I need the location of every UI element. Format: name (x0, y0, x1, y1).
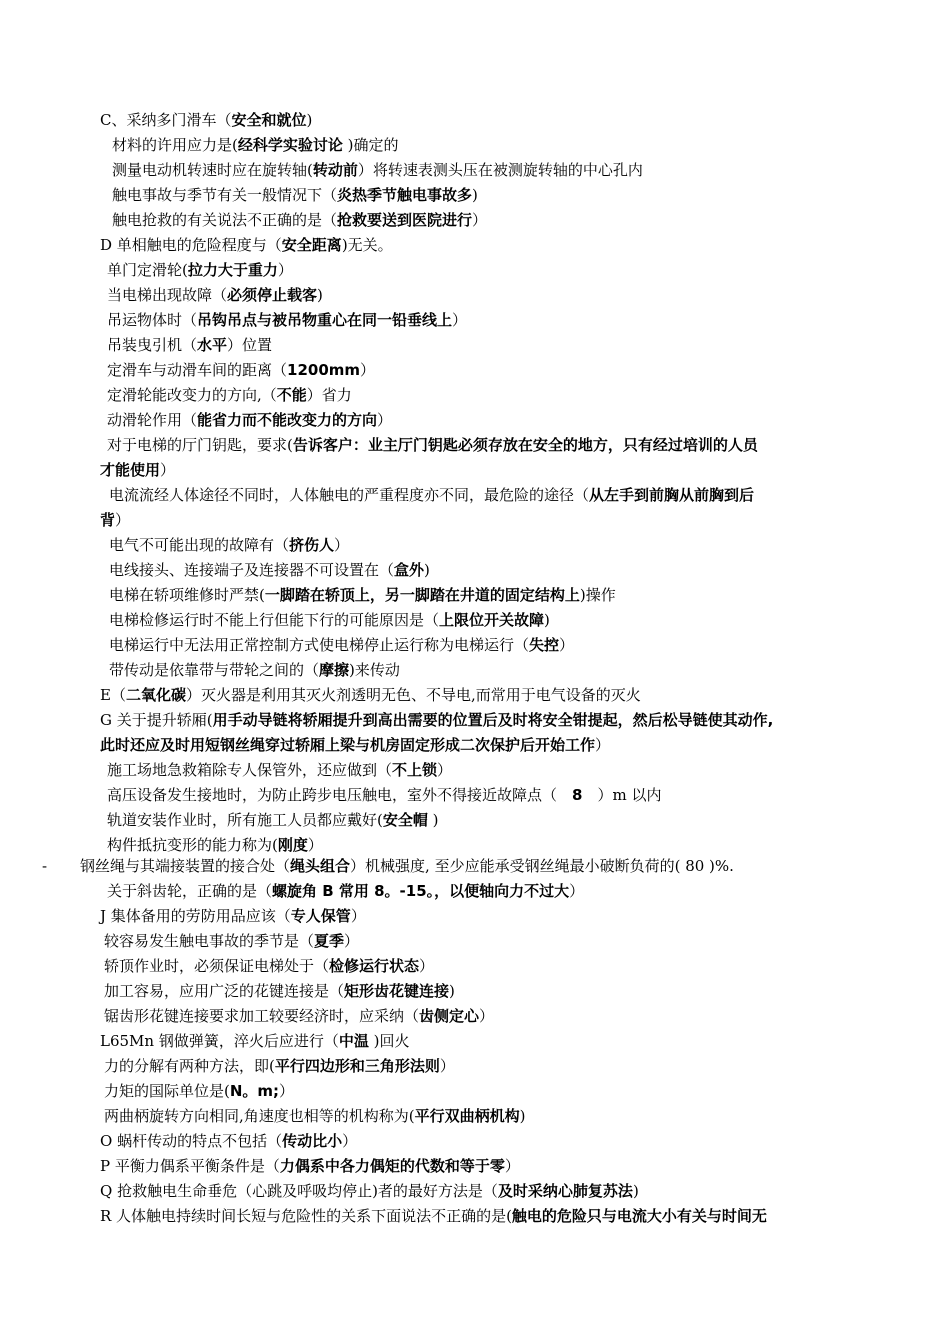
text-line (100, 1206, 767, 1226)
question-text: ） (307, 836, 323, 854)
text-line (107, 835, 323, 855)
answer-text: 1200mm (287, 361, 361, 379)
question-text: 当电梯出现故障（ (107, 286, 228, 304)
answer-text: 绳头组合 (290, 857, 351, 875)
answer-text: 转动前 (312, 161, 358, 179)
question-text: ） (419, 957, 435, 975)
question-text: 力的分解有两种方法，即( (104, 1057, 275, 1075)
text-line (100, 460, 175, 480)
text-line (104, 981, 455, 1001)
question-text: ） (334, 536, 350, 554)
question-text: 加工容易，应用广泛的花键连接是（ (104, 982, 345, 1000)
text-line (100, 235, 393, 255)
answer-text: 螺旋角 B 常用 8。-15。，以便轴向力不过大 (272, 882, 570, 900)
text-line (100, 710, 773, 730)
question-text: 动滑轮作用（ (107, 411, 198, 429)
question-text: C、采纳多门滑车（ (100, 111, 232, 129)
question-text: ） (504, 1157, 520, 1175)
question-text: 构件抵抗变形的能力称为( (107, 836, 278, 854)
text-line (100, 1031, 409, 1051)
list-bullet: - (42, 857, 48, 875)
text-line (104, 931, 359, 951)
text-line (100, 1131, 357, 1151)
question-text: )来传动 (349, 661, 400, 679)
question-text: ）省力 (306, 386, 352, 404)
answer-text: 传动比小 (282, 1132, 343, 1150)
text-line (107, 335, 272, 355)
answer-text: 此时还应及时用短钢丝绳穿过轿厢上梁与机房固定形成二次保护后开始工作 (100, 736, 596, 754)
question-text: ） (472, 211, 488, 229)
answer-text: 夏季 (314, 932, 345, 950)
answer-text: 不能 (276, 386, 307, 404)
question-text: R 人体触电持续时间长短与危险性的关系下面说法不正确的是( (100, 1207, 512, 1225)
question-text: 定滑轮能改变力的方向,（ (107, 386, 277, 404)
answer-text: 上限位开关故障 (439, 611, 545, 629)
question-text: 触电抢救的有关说法不正确的是（ (112, 211, 338, 229)
question-text: ）机械强度, 至少应能承受钢丝绳最小破断负荷的( 80 )%. (350, 857, 734, 875)
question-text: G 关于提升轿厢( (100, 711, 213, 729)
text-line (107, 410, 392, 430)
question-text: 电梯在轿项维修时严禁( (109, 586, 265, 604)
answer-text: 矩形齿花键连接 (344, 982, 450, 1000)
question-text: ）灭火器是利用其灭火剂透明无色、不导电,而常用于电气设备的灭火 (185, 686, 641, 704)
text-line (107, 435, 758, 455)
text-line (100, 735, 610, 755)
answer-text: 背 (100, 511, 116, 529)
question-text: ）将转速表测头压在被测旋转轴的中心孔内 (357, 161, 643, 179)
answer-text: 安全和就位 (231, 111, 307, 129)
question-text: )无关。 (341, 236, 393, 254)
question-text: ) (449, 982, 455, 1000)
text-line (107, 285, 323, 305)
text-line (112, 135, 399, 155)
text-line (107, 881, 584, 901)
answer-text: 二氧化碳 (125, 686, 186, 704)
text-line (112, 185, 478, 205)
text-line (109, 560, 430, 580)
question-text: ）m 以内 (582, 786, 662, 804)
answer-text: 8 (572, 786, 583, 804)
question-text: ） (569, 882, 585, 900)
answer-text: 炎热季节触电事故多 (337, 186, 473, 204)
answer-text: 吊钩吊点与被吊物重心在同一铅垂线上 (197, 311, 453, 329)
question-text: ) (544, 611, 550, 629)
answer-text: 力偶系中各力偶矩的代数和等于零 (279, 1157, 505, 1175)
text-line (100, 1181, 639, 1201)
question-text: ) (306, 111, 313, 129)
answer-text: 中温 (338, 1032, 369, 1050)
answer-text: 用手动导链将轿厢提升到高出需要的位置后及时将安全钳提起，然后松导链使其动作, (212, 711, 774, 729)
question-text: 关于斜齿轮，正确的是（ (107, 882, 273, 900)
text-line (112, 210, 487, 230)
answer-text: 刚度 (277, 836, 308, 854)
question-text: 钢丝绳与其端接装置的接合处（ (80, 857, 291, 875)
text-line (104, 1006, 494, 1026)
answer-text: 挤伤人 (289, 536, 335, 554)
question-text: 测量电动机转速时应在旋转轴( (112, 161, 313, 179)
question-text: )操作 (579, 586, 616, 604)
answer-text: 经科学实验讨论 (237, 136, 343, 154)
question-text: ) (317, 286, 323, 304)
question-text: ） (439, 1057, 455, 1075)
question-text: ) (472, 186, 478, 204)
question-text: 轨道安装作业时，所有施工人员都应戴好( (107, 811, 383, 829)
text-line (107, 760, 452, 780)
question-text: ） (595, 736, 611, 754)
question-text: ） (437, 761, 453, 779)
answer-text: 一脚踏在轿顶上，另一脚踏在井道的固定结构上 (264, 586, 580, 604)
question-text: 吊运物体时（ (107, 311, 198, 329)
question-text: Q 抢救触电生命垂危（心跳及呼吸均停止)者的最好方法是（ (100, 1182, 498, 1200)
answer-text: 平行四边形和三角形法则 (274, 1057, 440, 1075)
question-text: ) (519, 1107, 526, 1125)
question-text: ） (344, 932, 360, 950)
question-text: 高压设备发生接地时，为防止跨步电压触电，室外不得接近故障点（ (107, 786, 573, 804)
question-text: E（ (100, 686, 126, 704)
question-text: D 单相触电的危险程度与（ (100, 236, 282, 254)
question-text: ）位置 (227, 336, 273, 354)
question-text: ） (479, 1007, 495, 1025)
answer-text: 安全帽 (382, 811, 428, 829)
question-text: ) (427, 811, 439, 829)
question-text: ） (115, 511, 131, 529)
question-text: 施工场地急救箱除专人保管外，还应做到（ (107, 761, 393, 779)
answer-text: 必须停止载客 (227, 286, 318, 304)
answer-text: 能省力而不能改变力的方向 (197, 411, 378, 429)
question-text: ） (342, 1132, 358, 1150)
answer-text: 及时采纳心肺复苏法 (497, 1182, 633, 1200)
text-line (107, 385, 352, 405)
question-text: )确定的 (342, 136, 399, 154)
text-line (104, 1056, 455, 1076)
text-line (112, 160, 643, 180)
question-text: ） (350, 907, 366, 925)
text-line (109, 535, 349, 555)
question-text: ) (424, 561, 430, 579)
question-text: 触电事故与季节有关一般情况下（ (112, 186, 338, 204)
question-text: 电流流经人体途径不同时，人体触电的严重程度亦不同，最危险的途径（ (109, 486, 590, 504)
question-text: 电梯运行中无法用正常控制方式使电梯停止运行称为电梯运行（ (109, 636, 530, 654)
question-text: ） (279, 1082, 295, 1100)
question-text: ） (377, 411, 393, 429)
question-text: 电线接头、连接端子及连接器不可设置在（ (109, 561, 395, 579)
text-line (107, 310, 467, 330)
answer-text: 拉力大于重力 (187, 261, 278, 279)
question-text: ) (632, 1182, 639, 1200)
answer-text: 告诉客户：业主厅门钥匙必须存放在安全的地方，只有经过培训的人员 (292, 436, 758, 454)
answer-text: 检修运行状态 (329, 957, 420, 975)
answer-text: 专人保管 (290, 907, 351, 925)
question-text: ） (360, 361, 376, 379)
answer-text: 从左手到前胸从前胸到后 (589, 486, 755, 504)
question-text: )回火 (368, 1032, 410, 1050)
question-text: 较容易发生触电事故的季节是（ (104, 932, 315, 950)
question-text: L65Mn 钢做弹簧，淬火后应进行（ (100, 1032, 339, 1050)
question-text: 吊装曳引机（ (107, 336, 198, 354)
answer-text: 触电的危险只与电流大小有关与时间无 (511, 1207, 767, 1225)
text-line (104, 1106, 526, 1126)
answer-text: 齿侧定心 (419, 1007, 480, 1025)
question-text: 锯齿形花键连接要求加工较要经济时，应采纳（ (104, 1007, 420, 1025)
text-line (109, 485, 754, 505)
question-text: ） (559, 636, 575, 654)
text-line (107, 785, 661, 805)
question-text: ） (452, 311, 468, 329)
question-text: 材料的许用应力是( (112, 136, 238, 154)
answer-text: 安全距离 (281, 236, 342, 254)
answer-text: 盒外 (394, 561, 425, 579)
text-line (107, 360, 375, 380)
question-text: 定滑车与动滑车间的距离（ (107, 361, 288, 379)
text-line (100, 1156, 520, 1176)
question-text: 带传动是依靠带与带轮之间的（ (109, 661, 320, 679)
text-line (104, 1081, 294, 1101)
text-line (100, 510, 130, 530)
answer-text: 水平 (197, 336, 228, 354)
question-text: 对于电梯的厅门钥匙，要求( (107, 436, 293, 454)
text-line (100, 906, 366, 926)
text-line (100, 110, 312, 130)
answer-text: 平行双曲柄机构 (414, 1107, 520, 1125)
question-text: 轿顶作业时，必须保证电梯处于（ (104, 957, 330, 975)
text-line (109, 635, 574, 655)
question-text: 电梯检修运行时不能上行但能下行的可能原因是（ (109, 611, 440, 629)
question-text: 单门定滑轮( (107, 261, 188, 279)
text-line (109, 585, 616, 605)
question-text: O 蜗杆传动的特点不包括（ (100, 1132, 283, 1150)
text-line (109, 660, 400, 680)
answer-text: 才能使用 (100, 461, 161, 479)
answer-text: N。m; (229, 1082, 280, 1100)
answer-text: 摩擦 (319, 661, 350, 679)
question-text: J 集体备用的劳防用品应该（ (100, 907, 291, 925)
text-line (104, 956, 434, 976)
text-line (80, 856, 734, 876)
text-line (107, 810, 439, 830)
question-text: ） (160, 461, 176, 479)
answer-text: 不上锁 (392, 761, 438, 779)
text-line (109, 610, 550, 630)
question-text: ） (277, 261, 293, 279)
question-text: P 平衡力偶系平衡条件是（ (100, 1157, 280, 1175)
answer-text: 抢救要送到医院进行 (337, 211, 473, 229)
question-text: 力矩的国际单位是( (104, 1082, 230, 1100)
text-line (107, 260, 293, 280)
question-text: 电气不可能出现的故障有（ (109, 536, 290, 554)
answer-text: 失控 (529, 636, 560, 654)
text-line (100, 685, 641, 705)
question-text: 两曲柄旋转方向相同,角速度也相等的机构称为( (104, 1107, 415, 1125)
